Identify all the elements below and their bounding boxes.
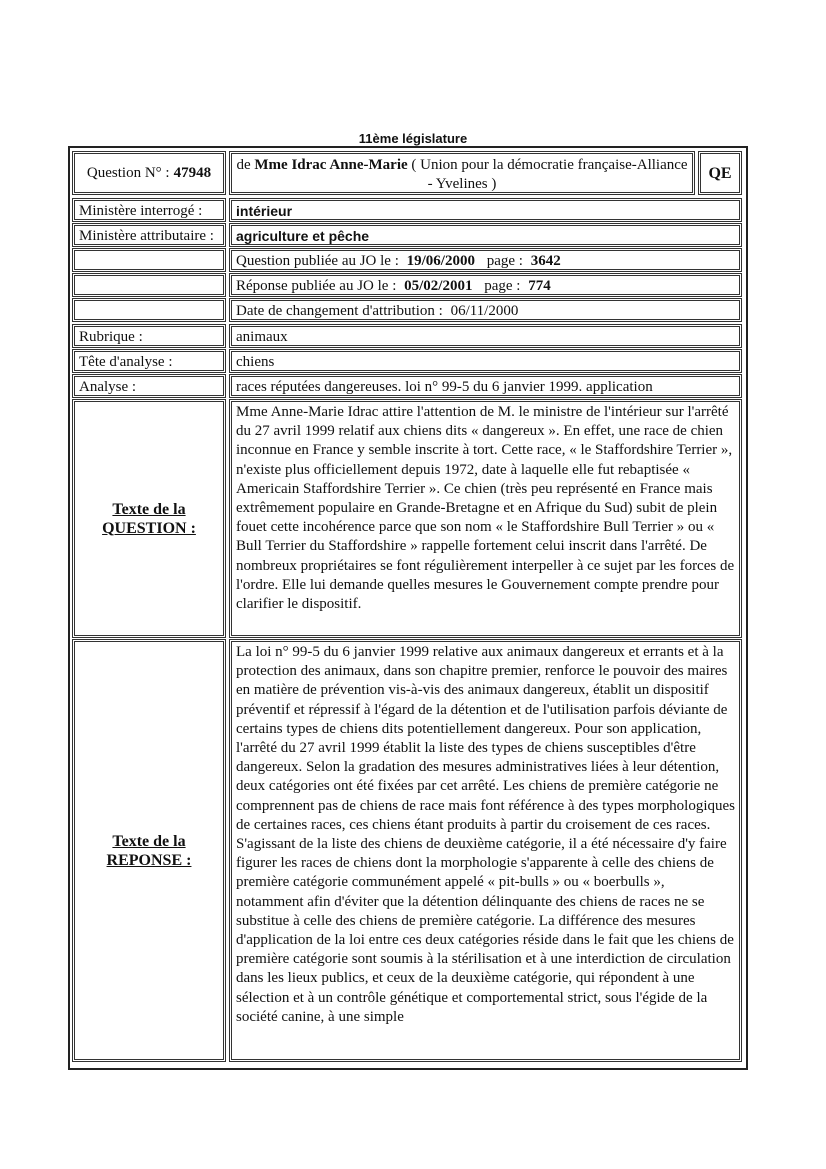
question-pub-label: Question publiée au JO le : xyxy=(236,253,399,269)
de-label: de xyxy=(236,157,251,173)
author-party: ( Union pour la démocratie française-Alliance - Yvelines ) xyxy=(411,157,688,192)
texte-reponse-label xyxy=(72,639,226,1062)
reponse-publication-cell xyxy=(229,273,742,297)
texte-question-body: Mme Anne-Marie Idrac attire l'attention de M. le ministre de l'intérieur sur l'arrêté du 27 avril 1999 relatif aux chiens dits « dangereux ». En effet, une race de chien inconnue en France y semble inscrite à tort. Cette race, « le Staffordshire Terrier », n'existe plus officiellement depuis 1972, date à laquelle elle fut rebaptisée « Americain Staffordshire Terrier ». Ce chien (très peu représenté en France mais extrêmement populaire en Grande-Bretagne et en Afrique du Sud) subit de plein fouet cette incohérence parce que son nom « le Staffordshire Bull Terrier » ou « Bull Terrier du Staffordshire » rappelle fortement celui inscrit dans l'arrêté. De nombreux propriétaires se font régulièrement interpeller à ce sujet par les forces de l'ordre. Elle lui demande quelles mesures le Gouvernement compte prendre pour clarifier le dispositif. xyxy=(229,399,742,638)
ministere-interroge-value: intérieur xyxy=(229,198,742,222)
question-publication-cell xyxy=(229,248,742,272)
question-type-badge xyxy=(698,151,742,195)
analyse-label: Analyse : xyxy=(72,374,226,398)
rubrique-label: Rubrique : xyxy=(72,324,226,348)
question-number: 47948 xyxy=(173,164,212,181)
changement-date: 06/11/2000 xyxy=(450,303,519,319)
texte-question-label xyxy=(72,399,226,638)
rubrique-value: animaux xyxy=(229,324,742,348)
author-title: Mme xyxy=(254,157,288,173)
question-pub-date: 19/06/2000 xyxy=(406,253,475,269)
reponse-pub-page: 774 xyxy=(528,278,551,294)
question-number-cell xyxy=(72,151,226,195)
empty-label-cell xyxy=(72,273,226,297)
reponse-pub-label: Réponse publiée au JO le : xyxy=(236,278,397,294)
empty-label-cell xyxy=(72,248,226,272)
author-name: Idrac Anne-Marie xyxy=(291,157,408,173)
question-pub-page: 3642 xyxy=(530,253,561,269)
texte-reponse-body: La loi n° 99-5 du 6 janvier 1999 relative aux animaux dangereux et errants et à la protection des animaux, dans son chapitre premier, renforce le pouvoir des maires en matière de prévention vis-à-vis des animaux dangereux, établit un dispositif préventif et répressif à l'égard de la détention et de l'utilisation parfois déviante de certains types de chiens dits potentiellement dangereux. Pour son application, l'arrêté du 27 avril 1999 établit la liste des types de chiens susceptibles d'être dangereux. Selon la gradation des mesures administratives liées à leur détention, deux catégories ont été fixées par cet arrêté. Les chiens de première catégorie ne comprennent pas de chiens de race mais font référence à des types morphologiques de certaines races, ces chiens étant produits à partir du croisement de ces races. S'agissant de la liste des chiens de deuxième catégorie, il a été nécessaire d'y faire figurer les races de chiens dont la morphologie s'apparente à celle des chiens de première catégorie communément appelé « pit-bulls » ou « boerbulls », notamment afin d'éviter que la détention délinquante des chiens de races ne se substitue à celle des chiens de première catégorie. La différence des mesures d'application de la loi entre ces deux catégories réside dans le fait que les chiens de première catégorie sont soumis à la stérilisation et à une interdiction de circulation dans les lieux publics, et ceux de la deuxième catégorie, qui répondent à une sélection et à un contrôle génétique et comportemental strict, sous l'égide de la société canine, à une simple xyxy=(229,639,742,1062)
ministere-interroge-label: Ministère interrogé : xyxy=(72,198,226,222)
ministere-attributaire-value: agriculture et pêche xyxy=(229,223,742,247)
analyse-value: races réputées dangereuses. loi n° 99-5 du 6 janvier 1999. application xyxy=(229,374,742,398)
legislature-title: 11ème législature xyxy=(358,131,468,146)
texte-reponse-label-line1: Texte de la xyxy=(112,832,186,850)
changement-cell xyxy=(229,298,742,322)
tete-analyse-value: chiens xyxy=(229,349,742,373)
reponse-pub-page-label: page : xyxy=(484,278,521,294)
texte-question-label-line1: Texte de la xyxy=(112,500,186,518)
ministere-attributaire-label: Ministère attributaire : xyxy=(72,223,226,247)
reponse-pub-date: 05/02/2001 xyxy=(404,278,473,294)
question-number-label: Question N° : xyxy=(86,164,170,181)
empty-label-cell xyxy=(72,298,226,322)
texte-question-label-line2: QUESTION : xyxy=(102,519,196,537)
texte-reponse-label-line2: REPONSE : xyxy=(106,851,192,869)
question-author-cell xyxy=(229,151,695,195)
tete-analyse-label: Tête d'analyse : xyxy=(72,349,226,373)
question-type: QE xyxy=(708,164,732,182)
changement-label: Date de changement d'attribution : xyxy=(236,303,443,319)
question-pub-page-label: page : xyxy=(486,253,523,269)
